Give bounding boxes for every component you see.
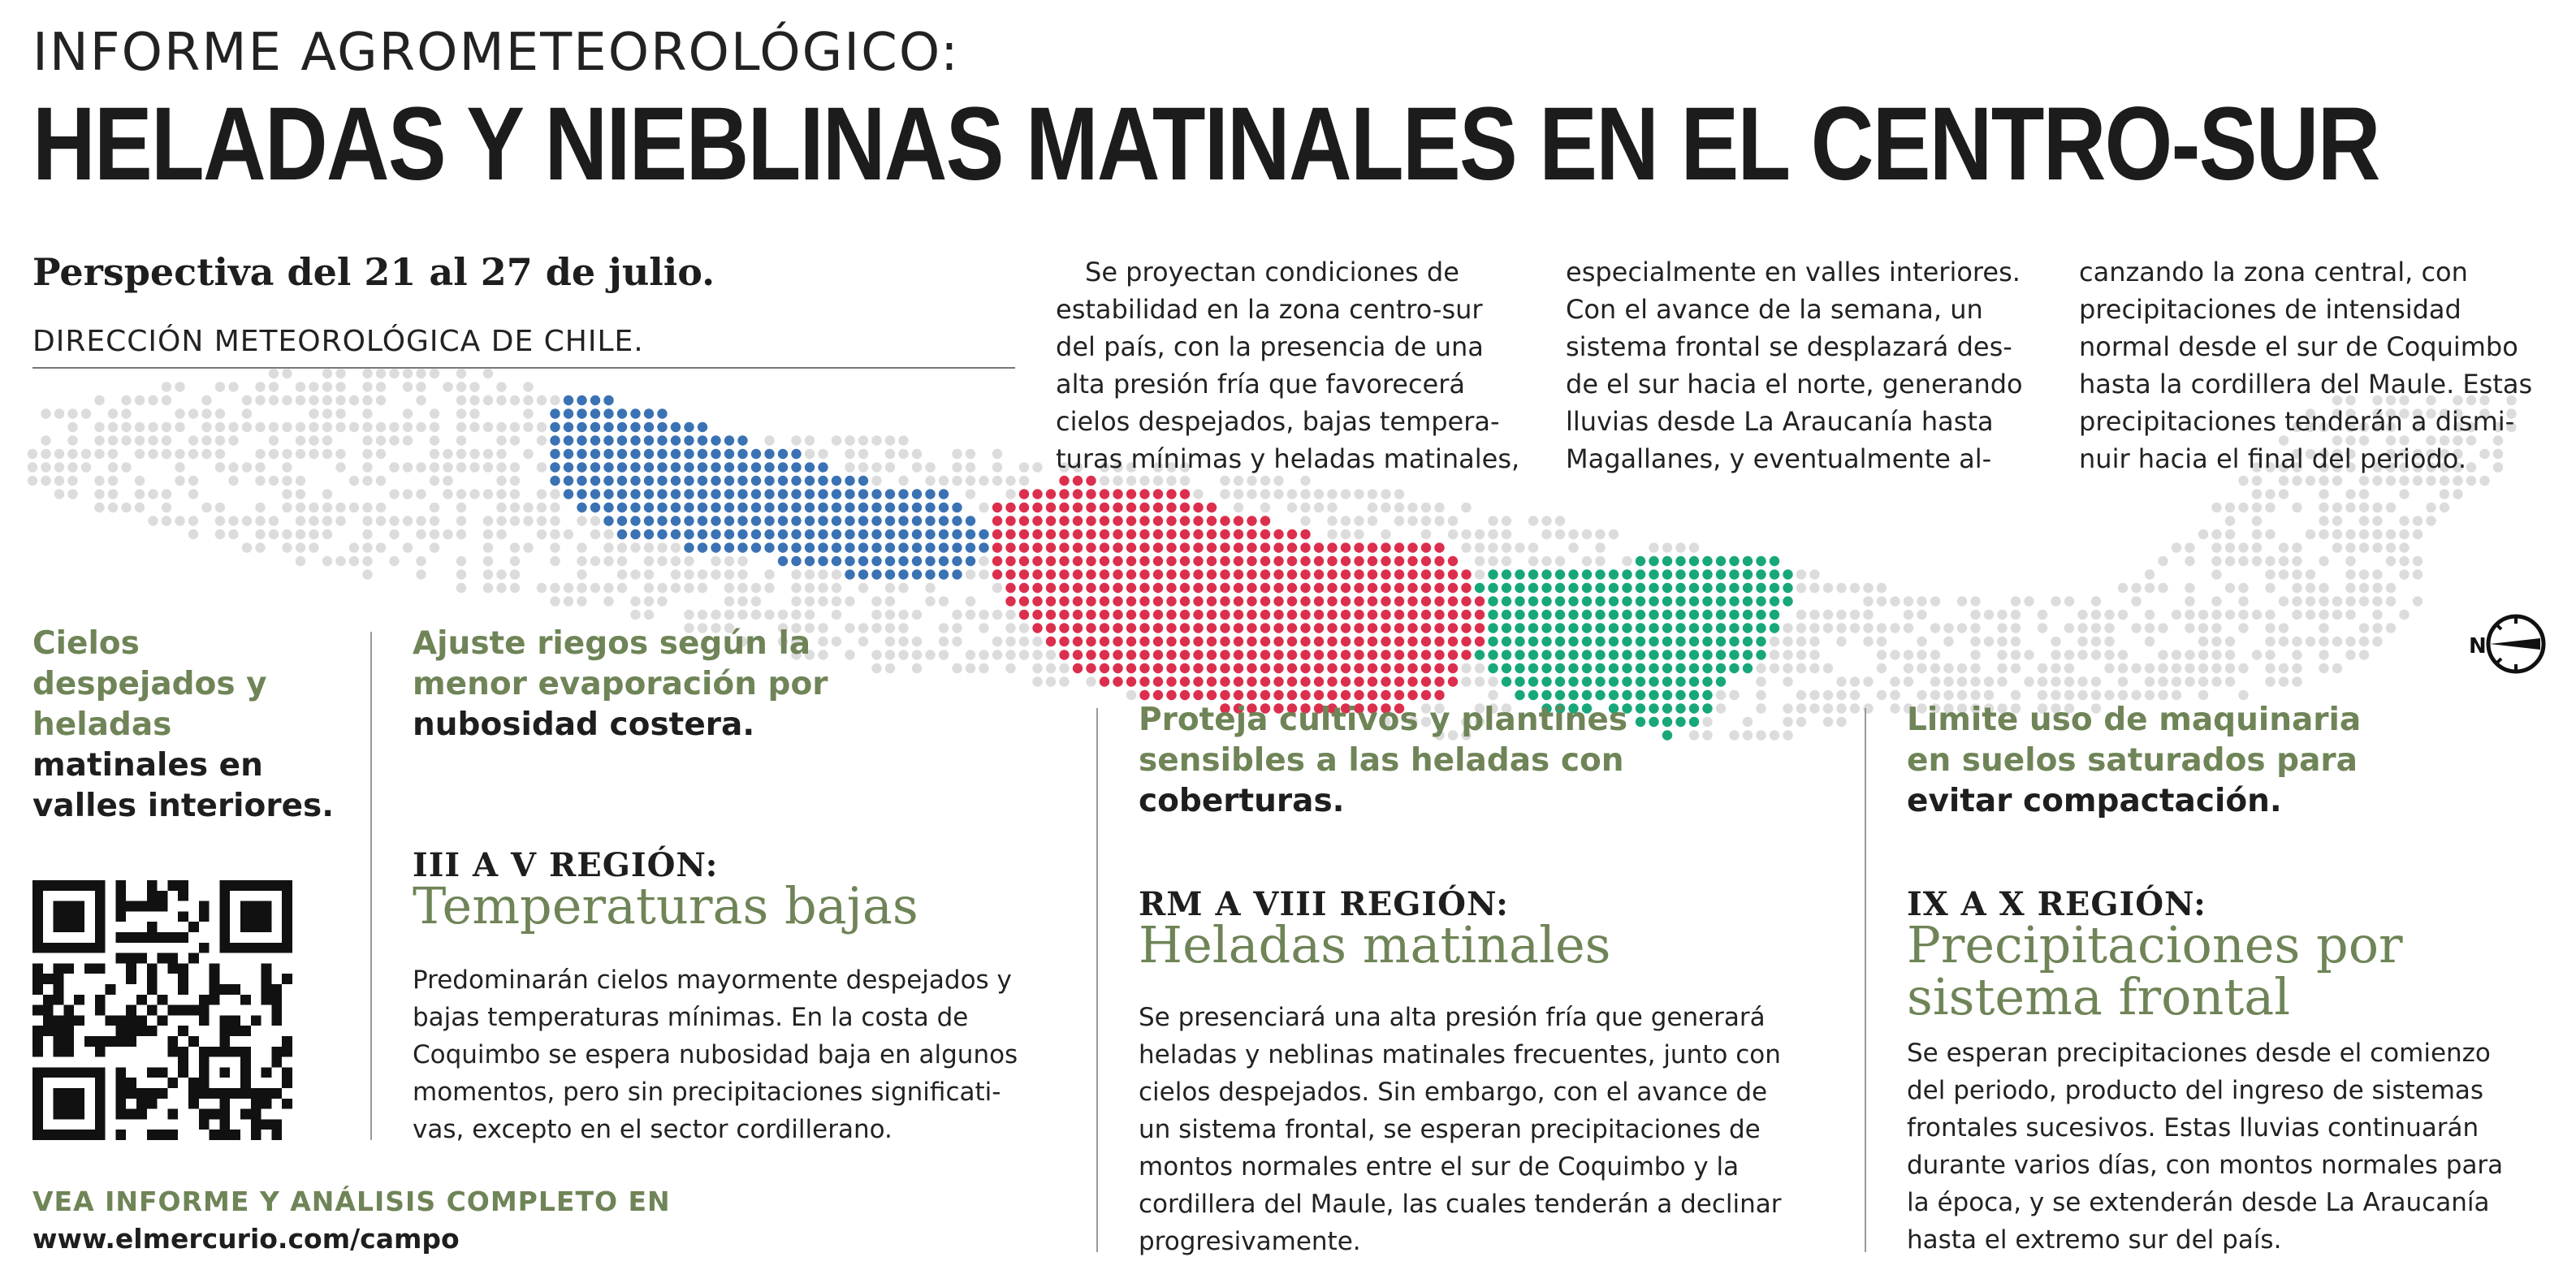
region-body-center	[1139, 999, 1782, 1260]
region-body-south	[1907, 1035, 2503, 1259]
region-label-center: RM A VIII REGIÓN:	[1139, 885, 1509, 923]
region-title-line: Precipitaciones por	[1907, 915, 2403, 974]
intro-column-3	[2079, 253, 2532, 477]
callout-line: heladas	[32, 706, 172, 743]
intro-line: precipitaciones de intensidad	[2079, 294, 2461, 325]
callout-line: sensibles a las heladas con	[1139, 742, 1624, 779]
region-body-line: del periodo, producto del ingreso de sistemas	[1907, 1076, 2484, 1105]
region-body-line: Se esperan precipitaciones desde el comienzo	[1907, 1039, 2491, 1068]
region-title-south	[1907, 915, 2403, 1026]
region-body-line: la época, y se extenderán desde La Araucanía	[1907, 1188, 2490, 1217]
region-body-line: un sistema frontal, se esperan precipitaciones de	[1139, 1115, 1761, 1144]
region-body-line: frontales sucesivos. Estas lluvias continuarán	[1907, 1113, 2479, 1143]
region-title-line: Temperaturas bajas	[413, 876, 918, 935]
intro-line: hasta la cordillera del Maule. Estas	[2079, 369, 2533, 400]
report-link-cta: VEA INFORME Y ANÁLISIS COMPLETO EN	[32, 1186, 671, 1217]
intro-line: cielos despejados, bajas tempera-	[1056, 406, 1500, 437]
column-divider	[1865, 708, 1866, 1252]
callout-line: Ajuste riegos según la	[413, 625, 811, 662]
callout-line: nubosidad costera.	[413, 706, 755, 743]
callout-2	[413, 624, 828, 745]
intro-column-1	[1056, 253, 1519, 477]
callout-line: valles interiores.	[32, 788, 335, 824]
compass-icon	[2466, 607, 2547, 680]
intro-line: de el sur hacia el norte, generando	[1566, 369, 2023, 400]
intro-line: especialmente en valles interiores.	[1566, 257, 2021, 287]
callout-line: despejados y	[32, 666, 267, 702]
callout-line: Proteja cultivos y plantines	[1139, 702, 1628, 738]
intro-line: nuir hacia el final del periodo.	[2079, 443, 2466, 474]
callout-1	[32, 624, 334, 827]
region-body-line: progresivamente.	[1139, 1227, 1361, 1256]
intro-line: Con el avance de la semana, un	[1566, 294, 1983, 325]
region-label-north: III A V REGIÓN:	[413, 846, 719, 884]
callout-line: en suelos saturados para	[1907, 742, 2358, 779]
intro-line: canzando la zona central, con	[2079, 257, 2468, 287]
column-divider	[370, 632, 372, 1140]
perspective-date: Perspectiva del 21 al 27 de julio.	[32, 250, 715, 294]
headline: HELADAS Y NIEBLINAS MATINALES EN EL CENTRO-SUR	[32, 86, 2379, 202]
callout-3	[1139, 700, 1627, 822]
region-body-line: heladas y neblinas matinales frecuentes, junto con	[1139, 1040, 1781, 1069]
callout-line: Limite uso de maquinaria	[1907, 702, 2362, 738]
intro-line: del país, con la presencia de una	[1056, 331, 1484, 362]
column-divider	[1096, 708, 1098, 1252]
region-body-line: momentos, pero sin precipitaciones significati-	[413, 1078, 1001, 1107]
report-link-url[interactable]: www.elmercurio.com/campo	[32, 1223, 460, 1255]
report-kicker: INFORME AGROMETEOROLÓGICO:	[32, 23, 960, 83]
region-body-line: durante varios días, con montos normales para	[1907, 1151, 2504, 1180]
intro-line: lluvias desde La Araucanía hasta	[1566, 406, 1994, 437]
region-body-line: bajas temperaturas mínimas. En la costa de	[413, 1003, 969, 1032]
region-body-line: montos normales entre el sur de Coquimbo y la	[1139, 1152, 1740, 1181]
callout-4	[1907, 700, 2361, 822]
region-body-line: Se presenciará una alta presión fría que generará	[1139, 1003, 1766, 1032]
callout-line: menor evaporación por	[413, 666, 828, 702]
compass-north-label: N	[2469, 634, 2487, 659]
region-body-line: hasta el extremo sur del país.	[1907, 1225, 2282, 1255]
intro-line: turas mínimas y heladas matinales,	[1056, 443, 1520, 474]
intro-line: normal desde el sur de Coquimbo	[2079, 331, 2518, 362]
region-title-line: Heladas matinales	[1139, 915, 1611, 974]
callout-line: evitar compactación.	[1907, 783, 2282, 819]
callout-line: coberturas.	[1139, 783, 1345, 819]
region-title-line: sistema frontal	[1907, 967, 2291, 1026]
region-body-line: cordillera del Maule, las cuales tenderán a declinar	[1139, 1190, 1782, 1219]
callout-line: Cielos	[32, 625, 140, 662]
intro-line: estabilidad en la zona centro-sur	[1056, 294, 1483, 325]
qr-code[interactable]	[32, 880, 292, 1140]
intro-line: Magallanes, y eventualmente al-	[1566, 443, 1992, 474]
callout-line: matinales en	[32, 747, 263, 784]
intro-column-2	[1566, 253, 2023, 477]
region-body-line: cielos despejados. Sin embargo, con el avance de	[1139, 1078, 1768, 1107]
region-title-center	[1139, 915, 1611, 974]
intro-line: precipitaciones tenderán a dismi-	[2079, 406, 2515, 437]
region-title-north	[413, 876, 918, 935]
region-body-line: Predominarán cielos mayormente despejados y	[413, 965, 1012, 995]
intro-line: sistema frontal se desplazará des-	[1566, 331, 2012, 362]
source-credit: DIRECCIÓN METEOROLÓGICA DE CHILE.	[32, 325, 644, 358]
region-body-line: Coquimbo se espera nubosidad baja en algunos	[413, 1040, 1018, 1069]
region-body-line: vas, excepto en el sector cordillerano.	[413, 1115, 893, 1144]
region-body-north	[413, 961, 1018, 1148]
region-label-south: IX A X REGIÓN:	[1907, 885, 2206, 923]
intro-line: Se proyectan condiciones de	[1085, 257, 1459, 287]
intro-line: alta presión fría que favorecerá	[1056, 369, 1465, 400]
